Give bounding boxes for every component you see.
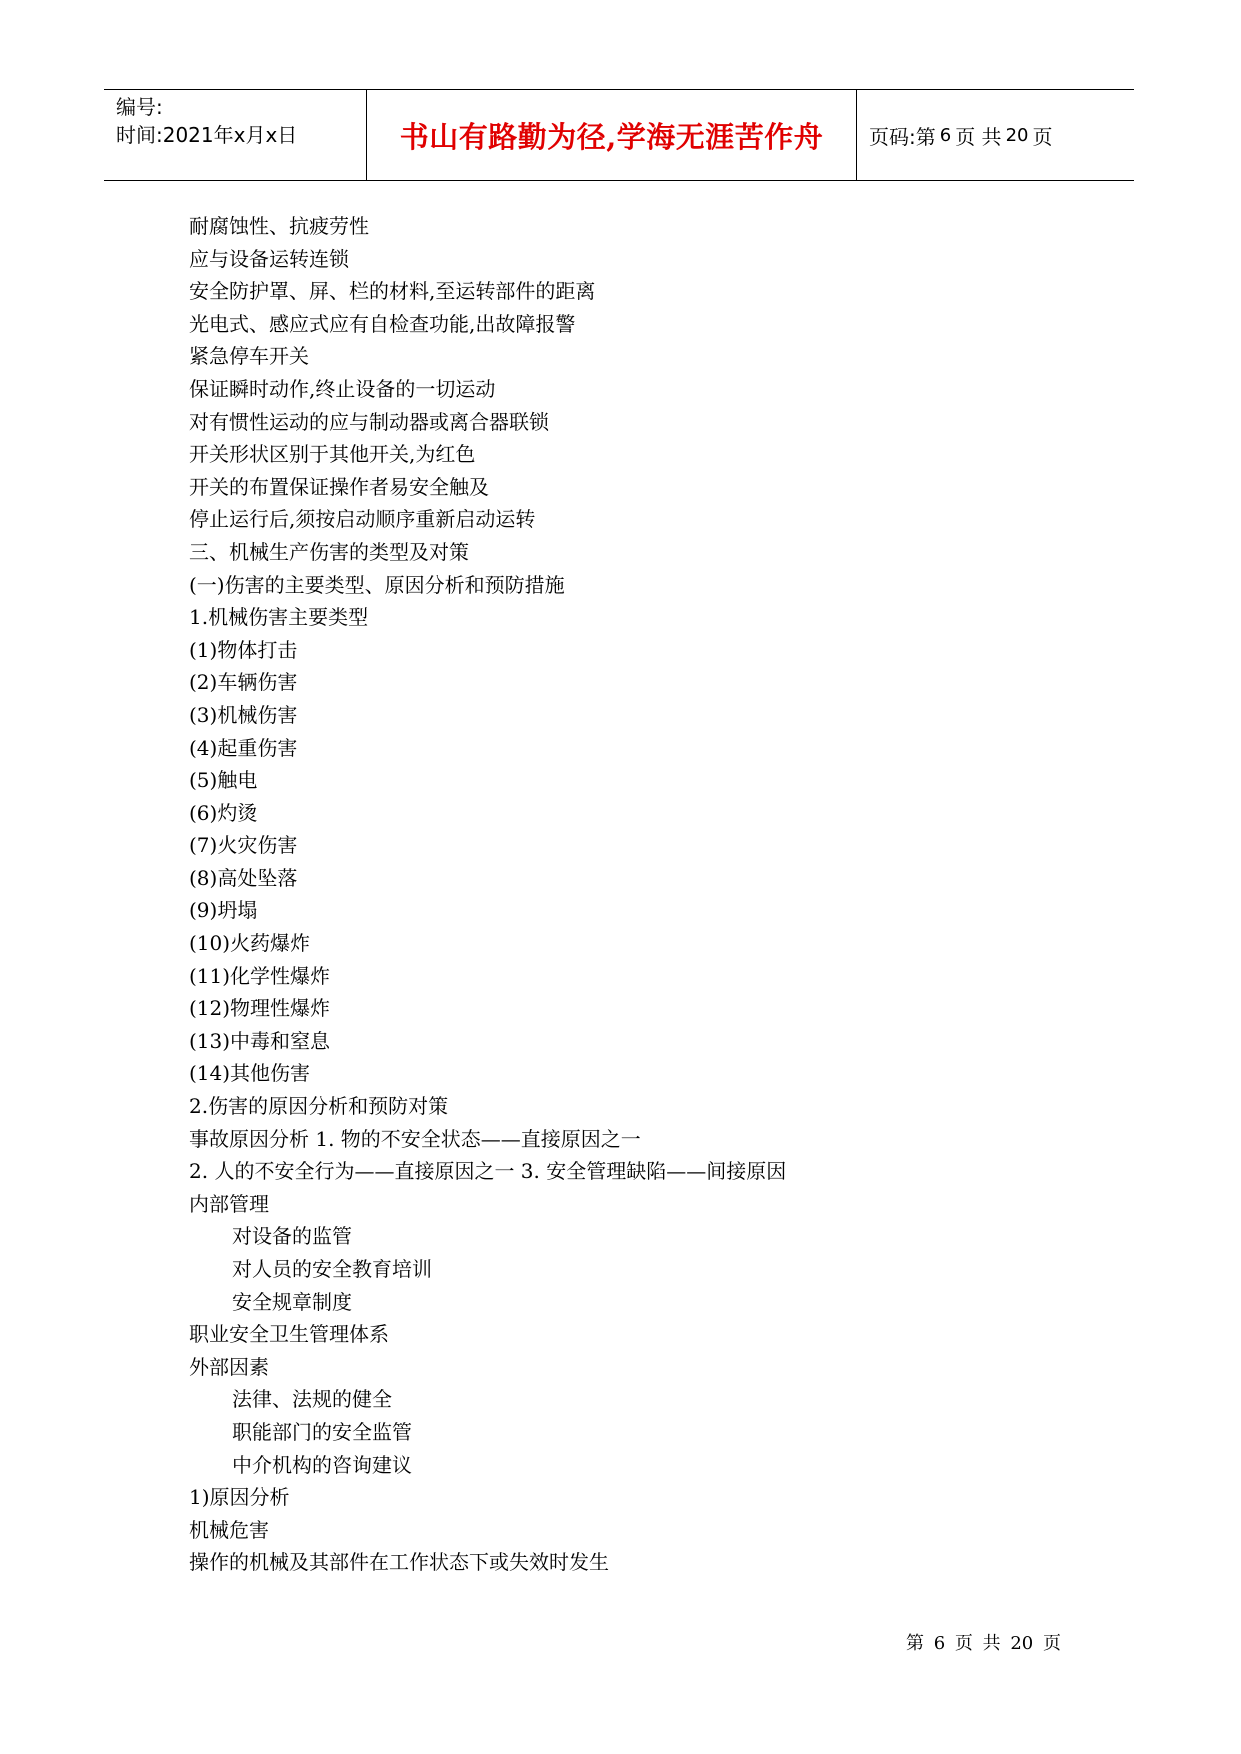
document-number-label: 编号: xyxy=(116,95,163,119)
text-line: (一)伤害的主要类型、原因分析和预防措施 xyxy=(189,572,565,597)
text-line: 1.机械伤害主要类型 xyxy=(189,605,369,630)
text-line: 保证瞬时动作,终止设备的一切运动 xyxy=(189,376,496,401)
text-line: 对设备的监管 xyxy=(232,1224,352,1249)
text-line: 光电式、感应式应有自检查功能,出故障报警 xyxy=(189,311,576,336)
text-line: (11)化学性爆炸 xyxy=(189,963,331,988)
document-time: 时间:2021年x月x日 xyxy=(116,123,298,147)
document-body xyxy=(189,210,1089,1579)
text-line: (7)火灾伤害 xyxy=(189,833,298,858)
text-line: 机械危害 xyxy=(189,1517,269,1542)
text-line: 1)原因分析 xyxy=(189,1485,290,1510)
text-line: (14)其他伤害 xyxy=(189,1061,311,1086)
text-line: 耐腐蚀性、抗疲劳性 xyxy=(189,214,369,238)
page-total: 20 xyxy=(1005,124,1029,146)
header-motto: 书山有路勤为径,学海无涯苦作舟 xyxy=(367,90,857,180)
text-line: (12)物理性爆炸 xyxy=(189,996,331,1021)
text-line: 对人员的安全教育培训 xyxy=(232,1257,432,1281)
text-line: (3)机械伤害 xyxy=(189,702,298,727)
text-line: (1)物体打击 xyxy=(189,637,298,662)
text-line: (2)车辆伤害 xyxy=(189,670,298,695)
page-current: 6 xyxy=(939,124,952,146)
text-line: 安全规章制度 xyxy=(232,1289,352,1314)
text-line: 外部因素 xyxy=(189,1354,269,1379)
text-line: 安全防护罩、屏、栏的材料,至运转部件的距离 xyxy=(189,279,596,304)
text-line: 职能部门的安全监管 xyxy=(232,1419,412,1444)
text-line: (10)火药爆炸 xyxy=(189,931,311,956)
text-line: 应与设备运转连锁 xyxy=(189,246,349,271)
text-line: 开关形状区别于其他开关,为红色 xyxy=(189,442,476,467)
text-line: 事故原因分析 1. 物的不安全状态——直接原因之一 xyxy=(189,1126,641,1151)
text-line: (4)起重伤害 xyxy=(189,735,298,760)
page-footer: 第 6 页 共 20 页 xyxy=(906,1633,1061,1654)
text-line: 2. 人的不安全行为——直接原因之一 3. 安全管理缺陷——间接原因 xyxy=(189,1159,787,1184)
text-line: 三、机械生产伤害的类型及对策 xyxy=(189,539,469,564)
page-suffix: 页 xyxy=(1032,124,1053,149)
page-mid: 页 共 xyxy=(955,124,1002,149)
text-line: 停止运行后,须按启动顺序重新启动运转 xyxy=(189,507,536,532)
text-line: 2.伤害的原因分析和预防对策 xyxy=(189,1094,449,1119)
text-line: (9)坍塌 xyxy=(189,898,258,923)
text-line: 对有惯性运动的应与制动器或离合器联锁 xyxy=(189,409,549,434)
text-line: (6)灼烫 xyxy=(189,800,258,825)
text-line: (13)中毒和窒息 xyxy=(189,1028,331,1053)
text-line: (5)触电 xyxy=(189,768,258,793)
text-line: 开关的布置保证操作者易安全触及 xyxy=(189,474,489,499)
page-prefix: 页码:第 xyxy=(869,124,936,149)
text-line: 内部管理 xyxy=(189,1191,269,1216)
text-line: (8)高处坠落 xyxy=(189,865,298,890)
header-page-indicator xyxy=(857,90,1134,180)
text-line: 操作的机械及其部件在工作状态下或失效时发生 xyxy=(189,1550,609,1575)
text-line: 紧急停车开关 xyxy=(189,344,309,369)
text-line: 职业安全卫生管理体系 xyxy=(189,1322,389,1347)
text-line: 中介机构的咨询建议 xyxy=(232,1452,412,1477)
page-header xyxy=(104,89,1134,181)
text-line: 法律、法规的健全 xyxy=(232,1387,392,1412)
header-meta xyxy=(104,90,367,180)
